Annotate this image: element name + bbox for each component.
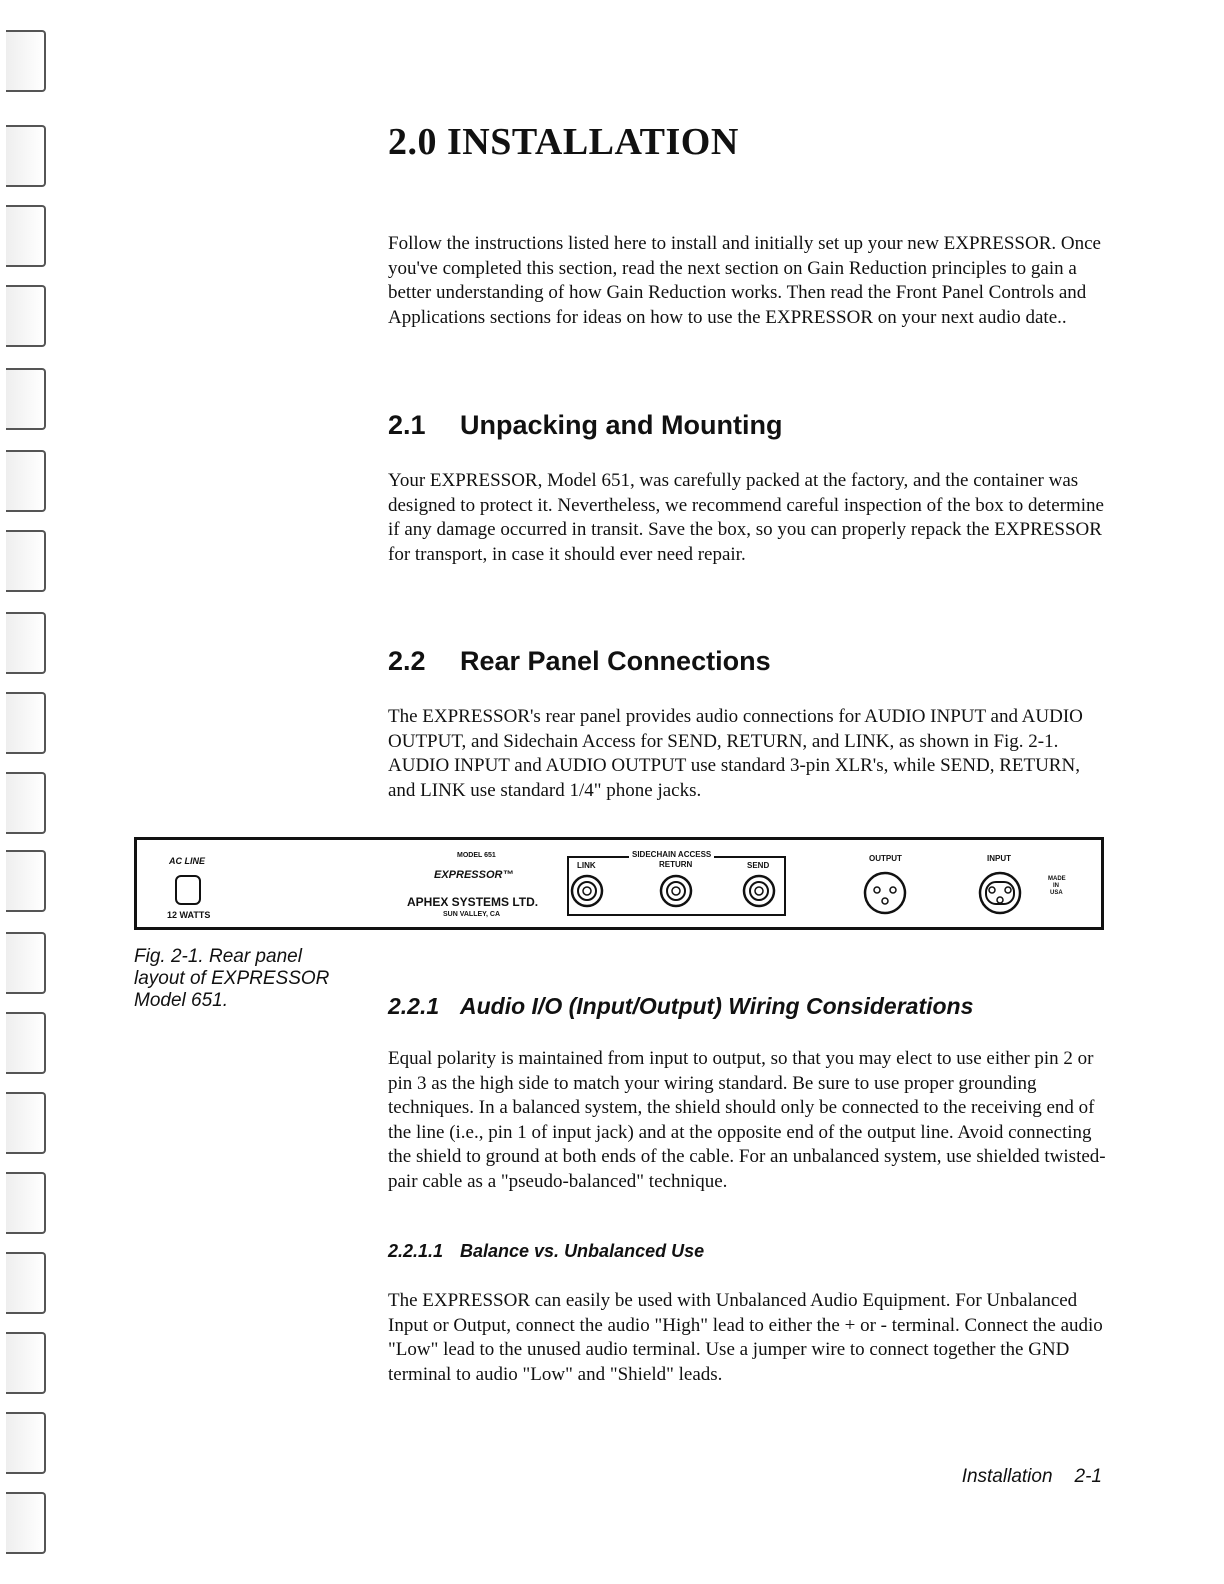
power-socket-icon (175, 875, 201, 905)
heading-text: Audio I/O (Input/Output) Wiring Considerations (460, 993, 974, 1019)
watts-label: 12 WATTS (167, 910, 211, 920)
rear-panel-figure (134, 837, 1104, 930)
unbalanced-paragraph: The EXPRESSOR can easily be used with Unbalanced Audio Equipment. For Unbalanced Input or Output, connect the audio "High" lead to either the + or - terminal. Connect the audio "Low" lead to the unused audio terminal. Use a jumper wire to connect together the GND terminal to audio "Low" and "Shield" leads. (388, 1290, 1103, 1385)
page-footer (962, 1466, 1102, 1488)
heading-text: Balance vs. Unbalanced Use (460, 1241, 705, 1261)
location-label: SUN VALLEY, CA (443, 911, 501, 918)
link-jack-icon (570, 874, 604, 908)
company-label: APHEX SYSTEMS LTD. (407, 895, 539, 909)
page-number: 2-1 (1074, 1466, 1102, 1487)
rear-panel-paragraph: The EXPRESSOR's rear panel provides audio connections for AUDIO INPUT and AUDIO OUTPUT, and Sidechain Access for SEND, RETURN, and LINK, as shown in Fig. 2-1. AUDIO INPUT and AUDIO OUTPUT use standard 3-pin XLR's, while SEND, RETURN, and LINK use standard 1/4" phone jacks. (388, 706, 1083, 801)
input-label: INPUT (987, 854, 1011, 863)
send-jack-icon (742, 874, 776, 908)
heading-number: 2.1 (388, 410, 426, 440)
usa-label: USA (1050, 890, 1063, 896)
ac-line-label: AC LINE (169, 856, 205, 866)
heading-2-2-1 (388, 993, 973, 1020)
wiring-paragraph: Equal polarity is maintained from input to output, so that you may elect to use either pin 2 or pin 3 as the high side to match your wiring standard. Be sure to use proper grounding techniques. In a balanced system, the shield should only be connected to the receiving end of the line (i.e., pin 1 of input jack) and at the opposite end of the output line. Avoid connecting the shield to ground at both ends of the cable. For an unbalanced system, use shielded twisted-pair cable as a "pseudo-balanced" technique. (388, 1048, 1106, 1192)
heading-number: 2.2 (388, 646, 426, 676)
in-label: IN (1053, 883, 1059, 889)
sidechain-label: SIDECHAIN ACCESS (629, 850, 714, 859)
output-xlr-icon (862, 870, 908, 916)
product-label: EXPRESSOR™ (434, 869, 514, 881)
heading-text: Unpacking and Mounting (460, 410, 783, 440)
heading-2-2-1-1 (388, 1241, 704, 1262)
link-label: LINK (577, 861, 596, 870)
figure-caption: Fig. 2-1. Rear panel layout of EXPRESSOR Model 651. (134, 946, 330, 1011)
return-label: RETURN (659, 860, 693, 869)
heading-2-1 (388, 410, 782, 441)
model-label: MODEL 651 (457, 852, 496, 859)
spiral-binding (0, 0, 60, 1584)
input-xlr-icon (977, 870, 1023, 916)
page-title: 2.0 INSTALLATION (388, 121, 739, 163)
send-label: SEND (747, 861, 770, 870)
heading-2-2 (388, 646, 771, 677)
heading-number: 2.2.1.1 (388, 1241, 444, 1261)
made-label: MADE (1048, 876, 1066, 882)
footer-section: Installation (961, 1466, 1053, 1487)
heading-text: Rear Panel Connections (460, 646, 771, 676)
output-label: OUTPUT (869, 854, 902, 863)
heading-number: 2.2.1 (388, 993, 440, 1019)
intro-paragraph: Follow the instructions listed here to install and initially set up your new EXPRESSOR. Once you've completed this section, read the next section on Gain Reduction principles to gain a better understanding of how Gain Reduction works. Then read the Front Panel Controls and Applications sections for ideas on how to use the EXPRESSOR on your next audio date.. (388, 233, 1101, 328)
return-jack-icon (659, 874, 693, 908)
unpacking-paragraph: Your EXPRESSOR, Model 651, was carefully packed at the factory, and the container was designed to protect it. Nevertheless, we recommend careful inspection of the box to determine if any damage occurred in transit. Save the box, so you can properly repack the EXPRESSOR for transport, in case it should ever need repair. (388, 470, 1104, 565)
